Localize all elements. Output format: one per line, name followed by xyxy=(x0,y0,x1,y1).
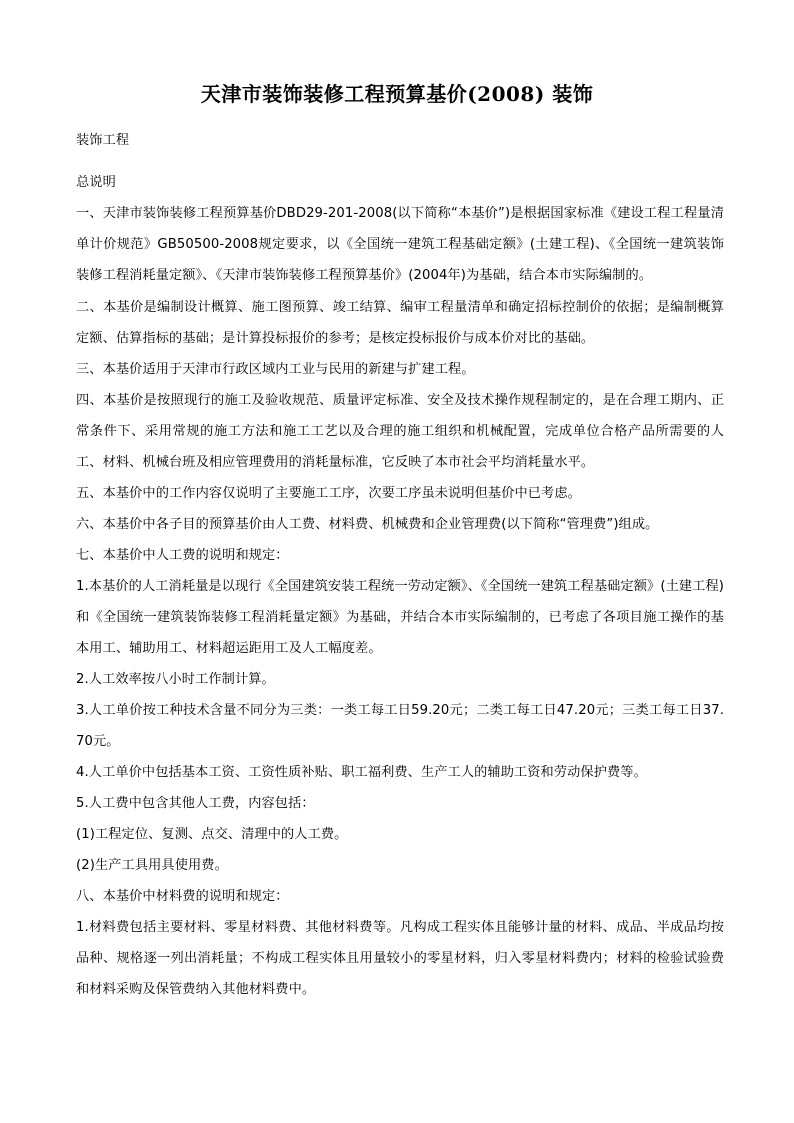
paragraph: 二、本基价是编制设计概算、施工图预算、竣工结算、编审工程量清单和确定招标控制价的依据；是编制概算定额、估算指标的基础；是计算投标报价的参考；是核定投标报价与成本价对比的基础。 xyxy=(76,300,724,346)
paragraph: 五、本基价中的工作内容仅说明了主要施工工序，次要工序虽未说明但基价中已考虑。 xyxy=(76,486,581,501)
section-heading: 总说明 xyxy=(76,175,116,190)
paragraph: 5.人工费中包含其他人工费，内容包括： xyxy=(76,796,315,811)
paragraph: 1.材料费包括主要材料、零星材料费、其他材料费等。凡构成工程实体且能够计量的材料、成品、半成品均按品种、规格逐一列出消耗量；不构成工程实体且用量较小的零星材料，归入零星材料费内；材料的检验试验费和材料采购及保管费纳入其他材料费中。 xyxy=(76,920,724,997)
paragraph: (2)生产工具用具使用费。 xyxy=(76,858,228,873)
paragraph: 六、本基价中各子目的预算基价由人工费、材料费、机械费和企业管理费(以下简称“管理费”)组成。 xyxy=(76,517,659,532)
document-title: 天津市装饰装修工程预算基价(2008) 装饰 xyxy=(200,82,594,106)
paragraph: 2.人工效率按八小时工作制计算。 xyxy=(76,672,275,687)
paragraph: 1.本基价的人工消耗量是以现行《全国建筑安装工程统一劳动定额》、《全国统一建筑工程基础定额》(土建工程)和《全国统一建筑装饰装修工程消耗量定额》为基础，并结合本市实际编制的，已考虑了各项目施工操作的基本用工、辅助用工、材料超运距用工及人工幅度差。 xyxy=(76,579,724,656)
paragraph: 四、本基价是按照现行的施工及验收规范、质量评定标准、安全及技术操作规程制定的，是在合理工期内、正常条件下、采用常规的施工方法和施工工艺以及合理的施工组织和机械配置，完成单位合格产品所需要的人工、材料、机械台班及相应管理费用的消耗量标准，它反映了本市社会平均消耗量水平。 xyxy=(76,393,724,470)
paragraph: 七、本基价中人工费的说明和规定： xyxy=(76,548,289,563)
section-name: 装饰工程 xyxy=(76,133,130,148)
paragraph: (1)工程定位、复测、点交、清理中的人工费。 xyxy=(76,827,348,842)
paragraph: 三、本基价适用于天津市行政区域内工业与民用的新建与扩建工程。 xyxy=(76,362,475,377)
paragraph: 一、天津市装饰装修工程预算基价DBD29-201-2008(以下简称“本基价”)是根据国家标准《建设工程工程量清单计价规范》GB50500-2008规定要求，以《全国统一建筑工程基础定额》(土建工程)、《全国统一建筑装饰装修工程消耗量定额》、《天津市装饰装修工程预算基价》(2004年)为基础，结合本市实际编制的。 xyxy=(76,206,724,283)
paragraph: 4.人工单价中包括基本工资、工资性质补贴、职工福利费、生产工人的辅助工资和劳动保护费等。 xyxy=(76,765,647,780)
paragraph: 八、本基价中材料费的说明和规定： xyxy=(76,889,289,904)
paragraph: 3.人工单价按工种技术含量不同分为三类：一类工每工日59.20元；二类工每工日47.20元；三类工每工日37.70元。 xyxy=(76,703,724,749)
